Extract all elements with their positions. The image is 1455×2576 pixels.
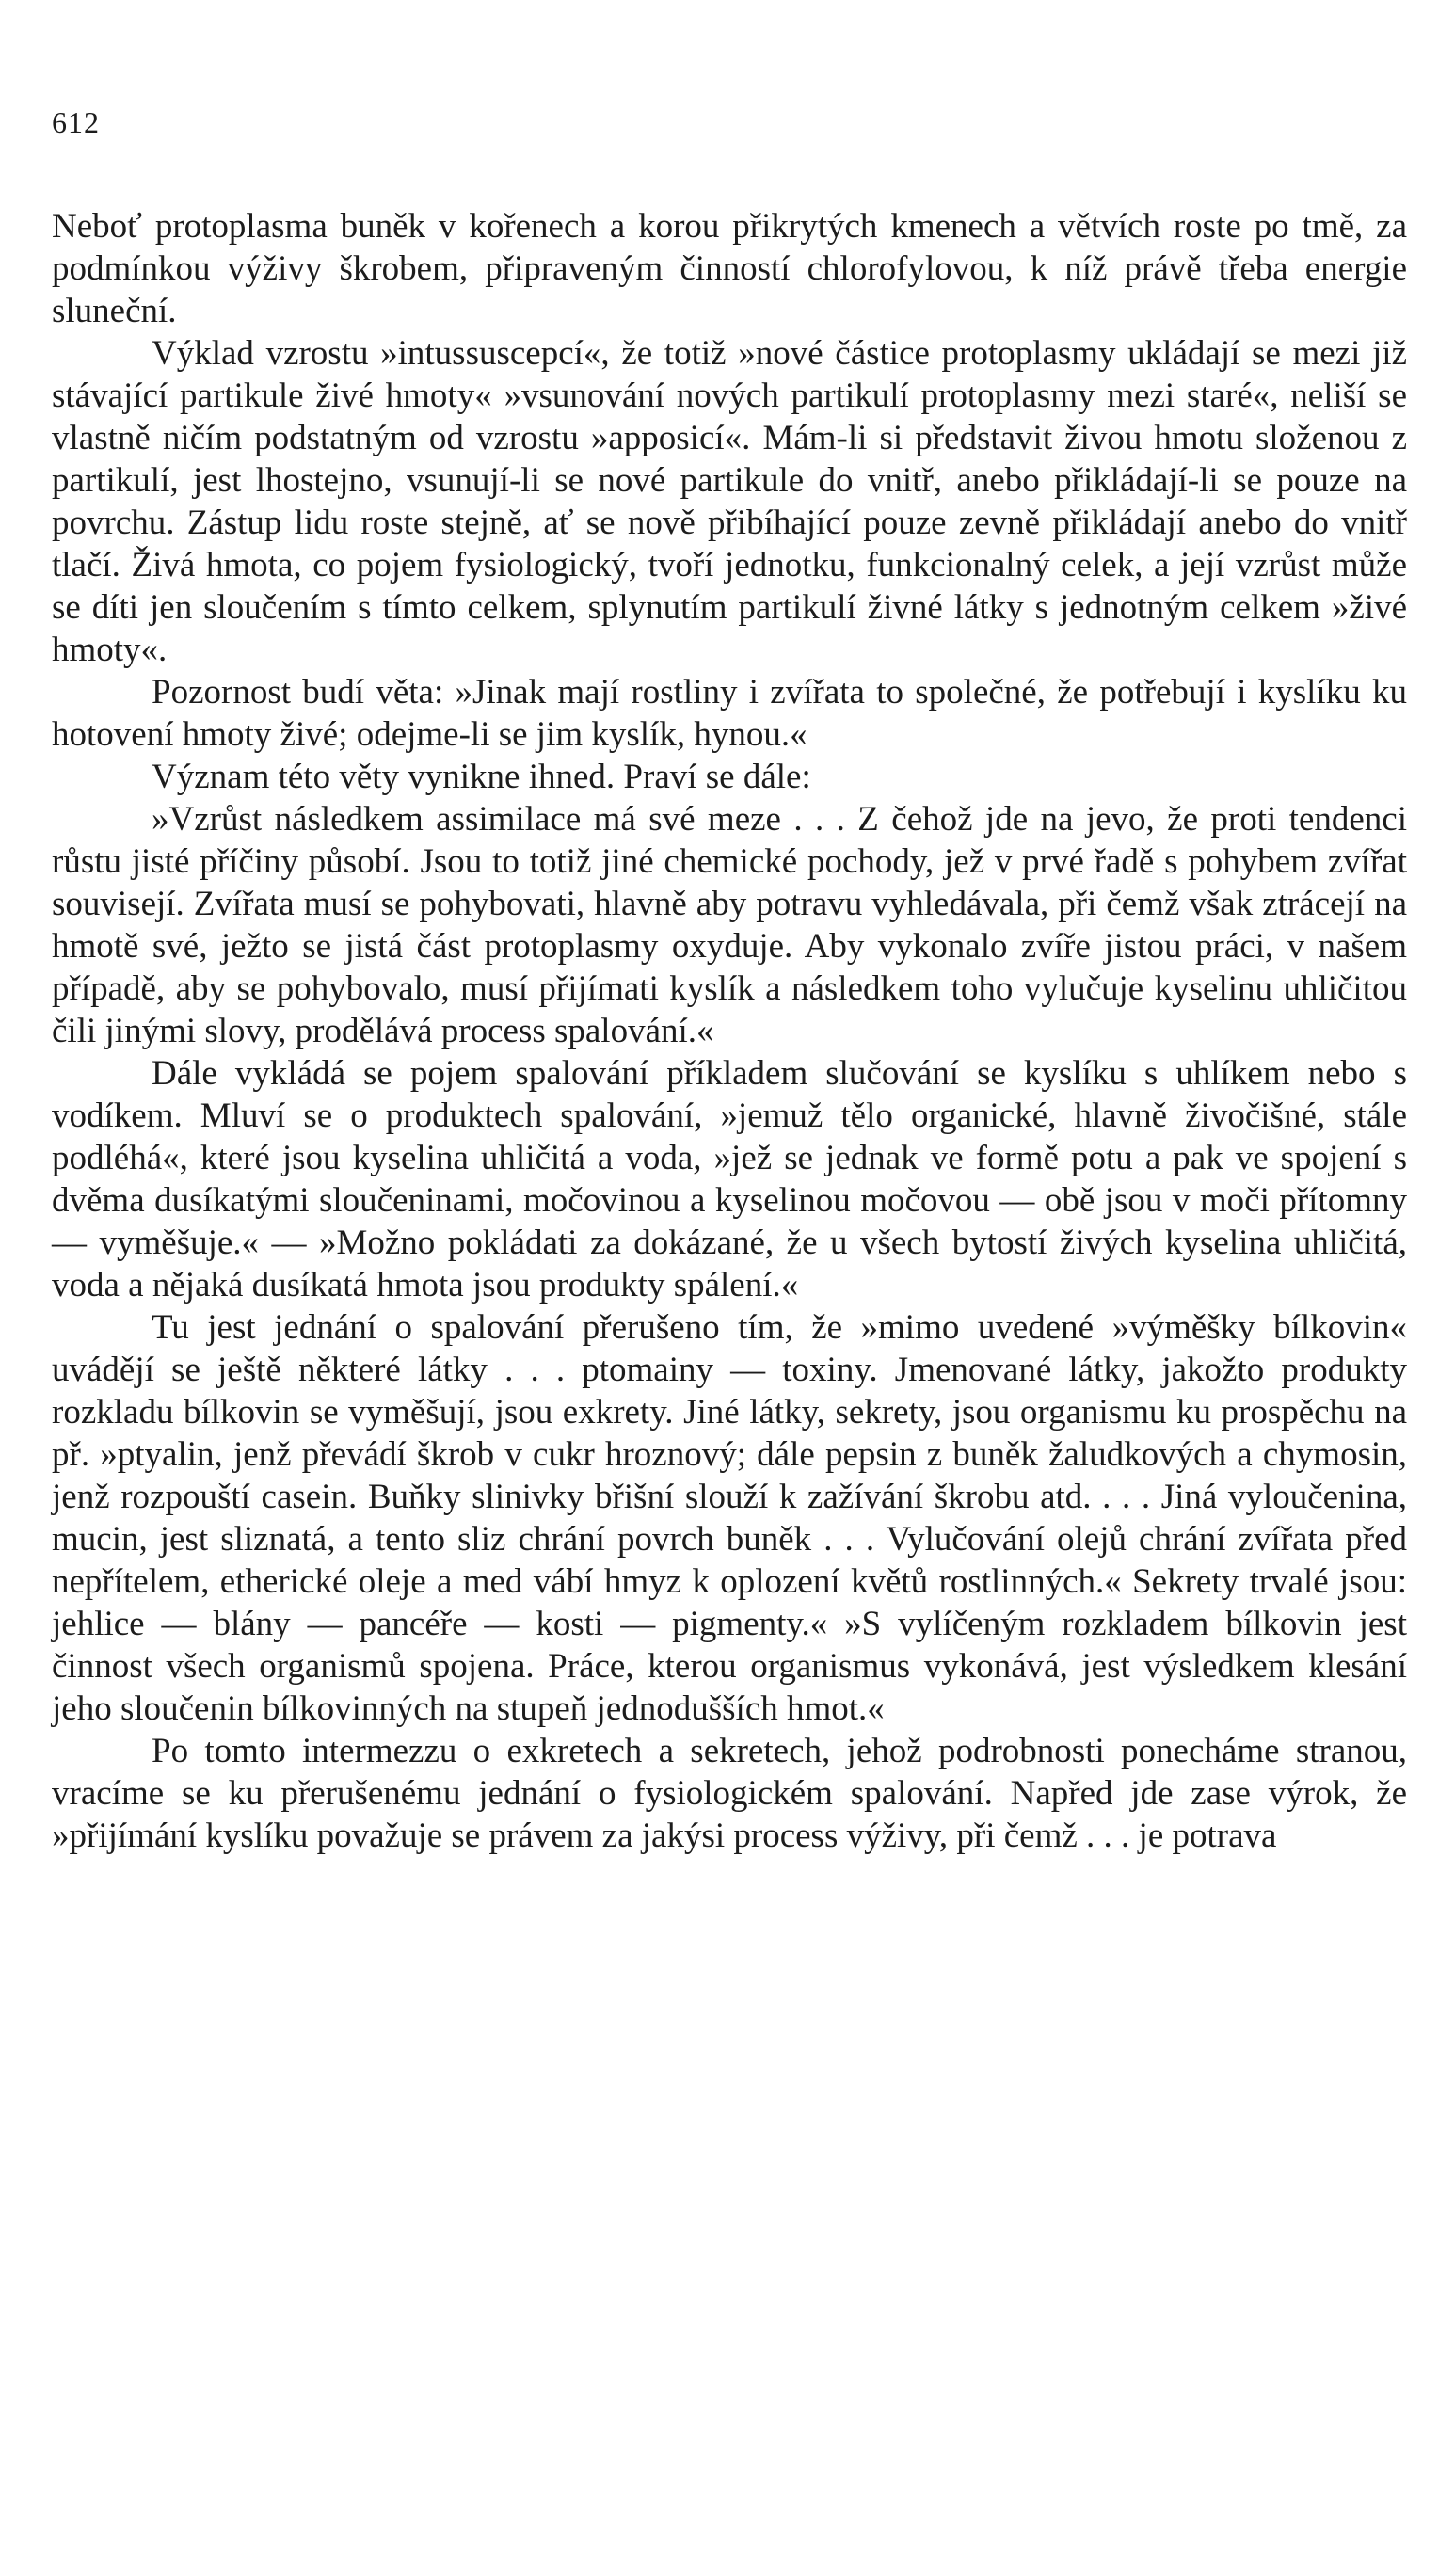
paragraph-5: »Vzrůst následkem assimilace má své meze . . . Z čehož jde na jevo, že proti tendenci růstu jisté příčiny působí. Jsou to totiž jiné chemické pochody, jež v prvé řadě s pohybem zvířat souvisejí. Zvířata musí se pohybovati, hlavně aby potravu vyhledávala, při čemž však ztrácejí na hmotě své, ježto se jistá část protoplasmy oxyduje. Aby vykonalo zvíře jistou práci, v našem případě, aby se pohybovalo, musí přijímati kyslík a následkem toho vylučuje kyselinu uhličitou čili jinými slovy, prodělává process spalování.« <box>52 800 1407 1050</box>
paragraph-2: Výklad vzrostu »intussuscepcí«, že totiž »nové částice protoplasmy ukládají se mezi již stávající partikule živé hmoty« »vsunování nových partikulí protoplasmy mezi staré«, neliší se vlastně ničím podstatným od vzrostu »apposicí«. Mám-li si představit živou hmotu složenou z partikulí, jest lhostejno, vsunují-li se nové partikule do vnitř, anebo přikládají-li se pouze na povrchu. Zástup lidu roste stejně, ať se nově přibíhající pouze zevně přikládají anebo do vnitř tlačí. Živá hmota, co pojem fysiologický, tvoří jednotku, funkcionalný celek, a její vzrůst může se díti jen sloučením s tímto celkem, splynutím partikulí živné látky s jednotným celkem »živé hmoty«. <box>52 334 1407 669</box>
paragraph-1: Neboť protoplasma buněk v kořenech a korou přikrytých kmenech a větvích roste po tmě, za podmínkou výživy škrobem, připraveným činností chlorofylovou, k níž právě třeba energie sluneční. <box>52 207 1407 330</box>
paragraph-8: Po tomto intermezzu o exkretech a sekretech, jehož podrobnosti ponecháme stranou, vracíme se ku přerušenému jednání o fysiologickém spalování. Napřed jde zase výrok, že »přijímání kyslíku považuje se právem za jakýsi process výživy, při čemž . . . je potrava <box>52 1732 1407 1855</box>
paragraph-3: Pozornost budí věta: »Jinak mají rostliny i zvířata to společné, že potřebují i kyslíku ku hotovení hmoty živé; odejme-li se jim kyslík, hynou.« <box>52 673 1407 754</box>
paragraph-6: Dále vykládá se pojem spalování příkladem slučování se kyslíku s uhlíkem nebo s vodíkem. Mluví se o produktech spalování, »jemuž tělo organické, hlavně živočišné, stále podléhá«, které jsou kyselina uhličitá a voda, »jež se jednak ve formě potu a pak ve spojení s dvěma dusíkatými sloučeninami, močovinou a kyselinou močovou — obě jsou v moči přítomny — vyměšuje.« — »Možno pokládati za dokázané, že u všech bytostí živých kyselina uhličitá, voda a nějaká dusíkatá hmota jsou produkty spálení.« <box>52 1054 1407 1304</box>
paragraph-7: Tu jest jednání o spalování přerušeno tím, že »mimo uvedené »výměšky bílkovin« uvádějí se ještě některé látky . . . ptomainy — toxiny. Jmenované látky, jakožto produkty rozkladu bílkovin se vyměšují, jsou exkrety. Jiné látky, sekrety, jsou organismu ku prospěchu na př. »ptyalin, jenž převádí škrob v cukr hroznový; dále pepsin z buněk žaludkových a chymosin, jenž rozpouští casein. Buňky slinivky břišní slouží k zažívání škrobu atd. . . . Jiná vyloučenina, mucin, jest sliznatá, a tento sliz chrání povrch buněk . . . Vylučování olejů chrání zvířata před nepřítelem, etherické oleje a med vábí hmyz k oplození květů rostlinných.« Sekrety trvalé jsou: jehlice — blány — pancéře — kosti — pigmenty.« »S vylíčeným rozkladem bílkovin jest činnost všech organismů spojena. Práce, kterou organismus vykonává, jest výsledkem klesání jeho sloučenin bílkovinných na stupeň jednodušších hmot.« <box>52 1308 1407 1728</box>
body-text <box>52 205 1407 1857</box>
page-number: 612 <box>52 105 100 139</box>
paragraph-4: Význam této věty vynikne ihned. Praví se dále: <box>152 758 811 796</box>
